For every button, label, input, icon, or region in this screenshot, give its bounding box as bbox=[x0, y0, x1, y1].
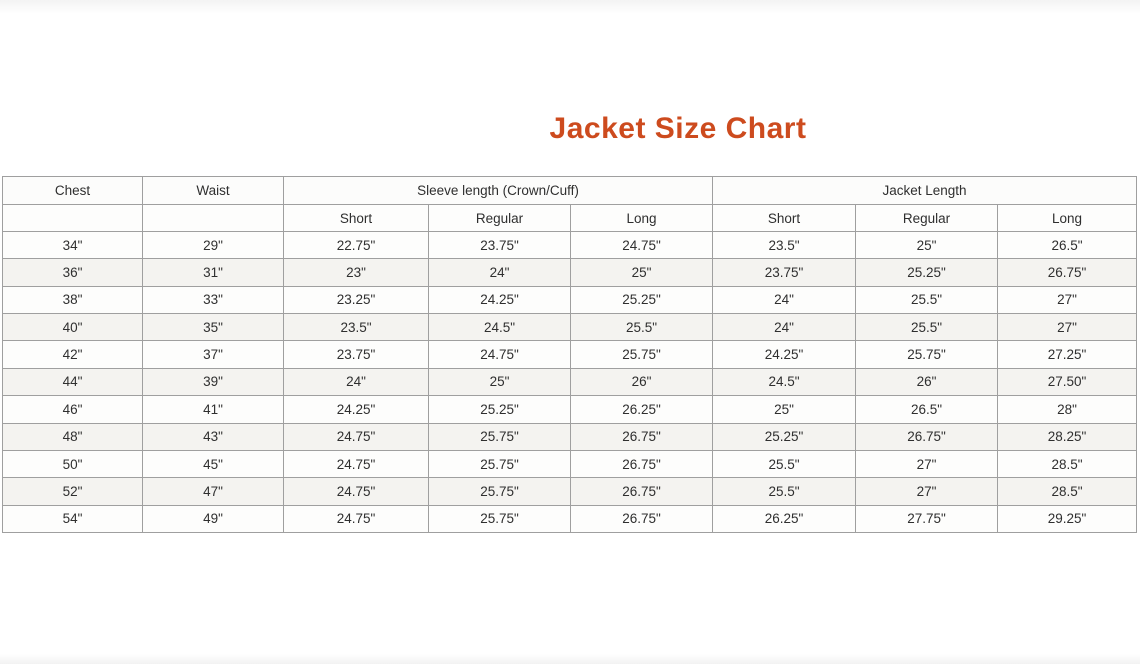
table-cell: 38" bbox=[3, 286, 143, 313]
table-cell: 27.25" bbox=[998, 341, 1137, 368]
table-cell: 23.25" bbox=[284, 286, 429, 313]
sub-header-cell: Short bbox=[284, 205, 429, 232]
jacket-size-table bbox=[2, 176, 1137, 533]
table-cell: 52" bbox=[3, 478, 143, 505]
table-cell: 25" bbox=[429, 368, 571, 395]
table-cell: 24.75" bbox=[284, 505, 429, 532]
table-cell: 35" bbox=[143, 314, 284, 341]
table-cell: 41" bbox=[143, 396, 284, 423]
column-group-header: Sleeve length (Crown/Cuff) bbox=[284, 177, 713, 205]
column-group-header: Chest bbox=[3, 177, 143, 205]
table-cell: 23.75" bbox=[713, 259, 856, 286]
column-group-header: Jacket Length bbox=[713, 177, 1137, 205]
table-cell: 26.75" bbox=[856, 423, 998, 450]
table-cell: 25.5" bbox=[713, 478, 856, 505]
table-cell: 26.25" bbox=[713, 505, 856, 532]
table-cell: 24" bbox=[429, 259, 571, 286]
table-cell: 26.75" bbox=[571, 505, 713, 532]
table-cell: 25.75" bbox=[429, 478, 571, 505]
table-cell: 31" bbox=[143, 259, 284, 286]
sub-header-cell: Regular bbox=[429, 205, 571, 232]
table-cell: 25.5" bbox=[713, 450, 856, 477]
table-cell: 54" bbox=[3, 505, 143, 532]
table-cell: 22.75" bbox=[284, 232, 429, 259]
table-cell: 25" bbox=[856, 232, 998, 259]
table-cell: 26" bbox=[571, 368, 713, 395]
table-row bbox=[3, 341, 1137, 368]
table-row bbox=[3, 259, 1137, 286]
table-cell: 25.5" bbox=[856, 286, 998, 313]
sub-header-cell: Short bbox=[713, 205, 856, 232]
table-cell: 24.75" bbox=[284, 478, 429, 505]
table-row bbox=[3, 450, 1137, 477]
page-title: Jacket Size Chart bbox=[549, 112, 807, 145]
table-cell: 45" bbox=[143, 450, 284, 477]
table-cell: 28.25" bbox=[998, 423, 1137, 450]
table-cell: 25.75" bbox=[429, 450, 571, 477]
table-row bbox=[3, 478, 1137, 505]
table-cell: 24" bbox=[713, 314, 856, 341]
table-cell: 43" bbox=[143, 423, 284, 450]
table-cell: 27.75" bbox=[856, 505, 998, 532]
table-cell: 24.25" bbox=[713, 341, 856, 368]
table-cell: 26.25" bbox=[571, 396, 713, 423]
table-cell: 24.75" bbox=[429, 341, 571, 368]
table-cell: 25" bbox=[713, 396, 856, 423]
table-cell: 23.5" bbox=[713, 232, 856, 259]
table-cell: 24.25" bbox=[429, 286, 571, 313]
table-cell: 27" bbox=[856, 478, 998, 505]
table-cell: 26.75" bbox=[571, 478, 713, 505]
table-header bbox=[3, 177, 1137, 232]
table-cell: 25.25" bbox=[856, 259, 998, 286]
table-cell: 28.5" bbox=[998, 450, 1137, 477]
table-cell: 28" bbox=[998, 396, 1137, 423]
photo-edge-bottom bbox=[0, 654, 1140, 664]
table-cell: 24.75" bbox=[284, 450, 429, 477]
table-cell: 26.75" bbox=[571, 423, 713, 450]
table-cell: 39" bbox=[143, 368, 284, 395]
table-cell: 25" bbox=[571, 259, 713, 286]
table-cell: 37" bbox=[143, 341, 284, 368]
sub-header-row bbox=[3, 205, 1137, 232]
table-cell: 27.50" bbox=[998, 368, 1137, 395]
table-cell: 25.25" bbox=[429, 396, 571, 423]
table-row bbox=[3, 396, 1137, 423]
table-row bbox=[3, 286, 1137, 313]
table-cell: 26.75" bbox=[571, 450, 713, 477]
table-cell: 34" bbox=[3, 232, 143, 259]
table-cell: 25.25" bbox=[713, 423, 856, 450]
table-cell: 23" bbox=[284, 259, 429, 286]
sub-header-cell bbox=[143, 205, 284, 232]
table-cell: 29" bbox=[143, 232, 284, 259]
table-cell: 25.25" bbox=[571, 286, 713, 313]
photo-edge-top bbox=[0, 0, 1140, 14]
table-cell: 42" bbox=[3, 341, 143, 368]
table-row bbox=[3, 314, 1137, 341]
table-cell: 23.5" bbox=[284, 314, 429, 341]
table-cell: 24.25" bbox=[284, 396, 429, 423]
sub-header-cell bbox=[3, 205, 143, 232]
table-cell: 26.75" bbox=[998, 259, 1137, 286]
table-cell: 24.5" bbox=[429, 314, 571, 341]
table-cell: 25.5" bbox=[856, 314, 998, 341]
table-cell: 24.75" bbox=[571, 232, 713, 259]
table-cell: 27" bbox=[856, 450, 998, 477]
table-cell: 23.75" bbox=[284, 341, 429, 368]
sub-header-cell: Long bbox=[571, 205, 713, 232]
table-cell: 25.75" bbox=[571, 341, 713, 368]
table-cell: 24" bbox=[284, 368, 429, 395]
table-cell: 25.5" bbox=[571, 314, 713, 341]
table-row bbox=[3, 368, 1137, 395]
header-group-row bbox=[3, 177, 1137, 205]
table-cell: 50" bbox=[3, 450, 143, 477]
table-row bbox=[3, 505, 1137, 532]
table-body bbox=[3, 232, 1137, 533]
sub-header-cell: Regular bbox=[856, 205, 998, 232]
table-cell: 49" bbox=[143, 505, 284, 532]
table-cell: 33" bbox=[143, 286, 284, 313]
table-cell: 24.75" bbox=[284, 423, 429, 450]
table-cell: 24" bbox=[713, 286, 856, 313]
table-cell: 29.25" bbox=[998, 505, 1137, 532]
table-cell: 25.75" bbox=[429, 423, 571, 450]
table-cell: 28.5" bbox=[998, 478, 1137, 505]
table-cell: 25.75" bbox=[856, 341, 998, 368]
table-row bbox=[3, 232, 1137, 259]
table-cell: 40" bbox=[3, 314, 143, 341]
table-cell: 47" bbox=[143, 478, 284, 505]
column-group-header: Waist bbox=[143, 177, 284, 205]
table-cell: 26.5" bbox=[998, 232, 1137, 259]
table-cell: 26" bbox=[856, 368, 998, 395]
table-cell: 48" bbox=[3, 423, 143, 450]
table-cell: 27" bbox=[998, 286, 1137, 313]
sub-header-cell: Long bbox=[998, 205, 1137, 232]
table-cell: 24.5" bbox=[713, 368, 856, 395]
table-row bbox=[3, 423, 1137, 450]
table-cell: 46" bbox=[3, 396, 143, 423]
table-cell: 26.5" bbox=[856, 396, 998, 423]
table-cell: 27" bbox=[998, 314, 1137, 341]
table-cell: 25.75" bbox=[429, 505, 571, 532]
table-cell: 44" bbox=[3, 368, 143, 395]
table-cell: 23.75" bbox=[429, 232, 571, 259]
table-cell: 36" bbox=[3, 259, 143, 286]
